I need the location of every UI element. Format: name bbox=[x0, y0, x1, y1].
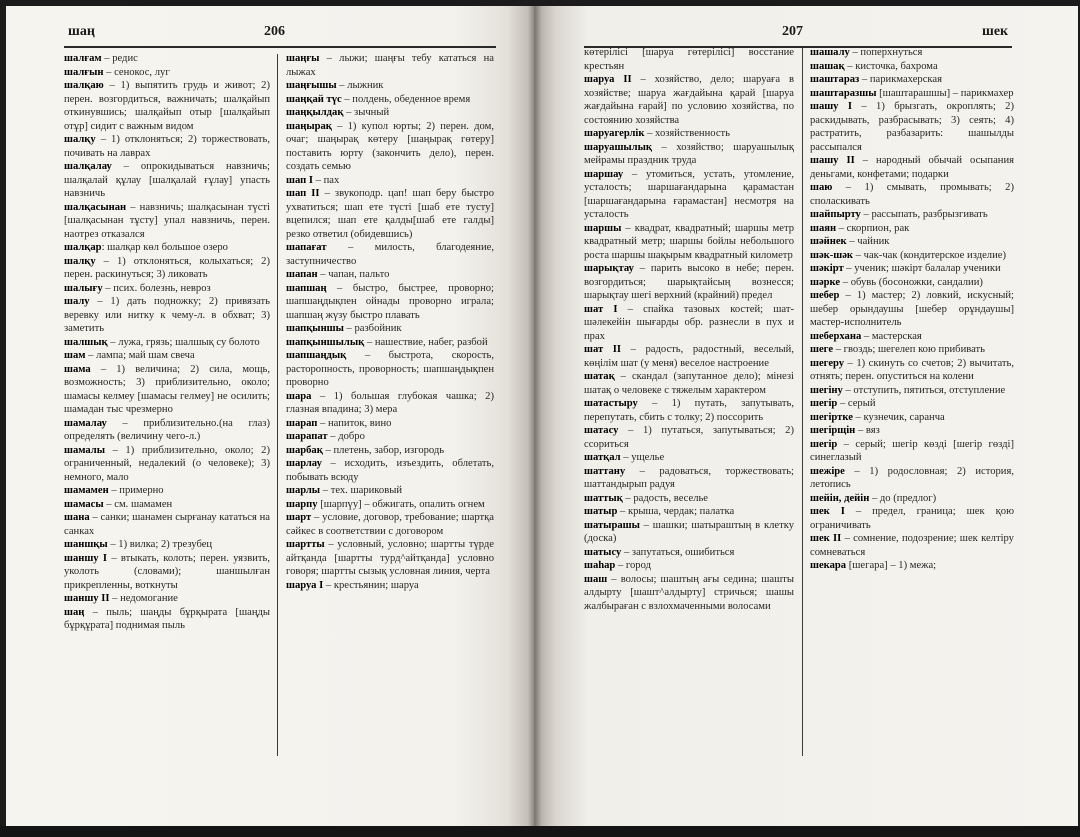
dictionary-entry bbox=[810, 87, 1014, 101]
left-page-number: 206 bbox=[264, 24, 285, 39]
entry-definition: – звукоподр. цап! шап беру быстро ухватиться; шап ете түсті [шаб ете тусту] вцепился; шап ете қалды[шаб ете галды] резко ответил (обидевшись) bbox=[286, 188, 494, 240]
entry-definition: – сомнение, подозрение; шек келтіру сомневаться bbox=[810, 533, 1014, 558]
entry-definition: – 1) брызгать, окроплять; 2) раскидывать, разбрасывать; 3) сеять; 4) растратить, разбазарить: шашылды рассыпался bbox=[810, 101, 1014, 153]
dictionary-entry bbox=[810, 289, 1014, 330]
entry-headword: шаңқылдақ bbox=[286, 107, 344, 118]
entry-definition: – недомогание bbox=[109, 593, 178, 604]
entry-definition: – 1) выпятить грудь и живот; 2) перен. возгордиться, важничать; шалқайып откинувшись; шалқайып отыр [шалқайып отұр] сидит с важным видом bbox=[64, 80, 270, 132]
entry-headword: шарықтау bbox=[584, 263, 634, 274]
entry-headword: шаңғышы bbox=[286, 80, 337, 91]
dictionary-entry bbox=[810, 438, 1014, 465]
entry-definition: – предел, граница; шек қою ограничивать bbox=[810, 506, 1014, 531]
dictionary-entry bbox=[810, 60, 1014, 74]
dictionary-entry bbox=[584, 573, 794, 614]
dictionary-entry bbox=[286, 93, 494, 107]
dictionary-entry bbox=[64, 336, 270, 350]
dictionary-entry bbox=[810, 343, 1014, 357]
entry-definition: – 1) дать подножку; 2) привязать веревку или нитку к чему-л. в обхват; 3) заметить bbox=[64, 296, 270, 334]
entry-headword: шеберхана bbox=[810, 330, 862, 342]
entry-headword: шаңырақ bbox=[286, 120, 332, 132]
entry-headword: шаршы bbox=[584, 222, 622, 234]
entry-headword: шатқал bbox=[584, 452, 621, 463]
entry-headword: шат I bbox=[584, 303, 618, 315]
entry-headword: шаншқы bbox=[64, 539, 108, 550]
dictionary-entry bbox=[810, 532, 1014, 559]
dictionary-entry bbox=[286, 106, 494, 120]
entry-headword: шатақ bbox=[584, 371, 615, 382]
entry-definition: – плетень, забор, изгородь bbox=[322, 444, 445, 456]
dictionary-entry bbox=[584, 370, 794, 397]
entry-definition: – спайка тазовых костей; шат-шәлекейін шығарды обр. разнесли в пух и прах bbox=[584, 303, 794, 342]
entry-headword: шарпу bbox=[286, 498, 318, 510]
entry-headword: шашу II bbox=[810, 155, 855, 166]
entry-headword: шаһар bbox=[584, 560, 616, 571]
entry-definition: [шаштарашшы] – парикмахер bbox=[876, 87, 1014, 99]
entry-definition: – отступить, пятиться, отступление bbox=[842, 384, 1006, 396]
entry-headword: шамамен bbox=[64, 485, 109, 496]
entry-headword: шалқу bbox=[64, 255, 96, 267]
entry-headword: шат II bbox=[584, 344, 622, 355]
left-running-head: шаң bbox=[68, 24, 95, 39]
entry-definition: – запутаться, ошибиться bbox=[621, 546, 735, 558]
entry-definition: – квадрат, квадратный; шаршы метр квадратный метр; шаршы бойлы небольшого роста шаршы шақырым квадратный километр bbox=[584, 222, 794, 261]
entry-definition: – лужа, грязь; шалшық су болото bbox=[107, 336, 260, 348]
book-spread bbox=[6, 6, 1078, 826]
entry-definition: – навзничь; шалқасынан түсті [шалқасынан тұсту] упал навзничь, перен. наотрез отказался bbox=[64, 201, 270, 240]
entry-headword: шайпырту bbox=[810, 209, 861, 220]
entry-headword: шегір bbox=[810, 438, 838, 450]
dictionary-entry bbox=[64, 606, 270, 633]
dictionary-entry bbox=[584, 303, 794, 344]
dictionary-entry bbox=[286, 457, 494, 484]
entry-definition: – 1) вилка; 2) трезубец bbox=[107, 539, 213, 550]
entry-headword: шейін, дейін bbox=[810, 492, 870, 504]
entry-definition: – исходить, изъездить, облетать, побывать всюду bbox=[286, 458, 494, 483]
dictionary-entry bbox=[584, 46, 794, 73]
entry-definition: – 1) приблизительно, около; 2) ограниченный, недалекий (о человеке); 3) немного, мало bbox=[64, 444, 270, 483]
left-header-rule bbox=[64, 46, 496, 48]
entry-definition: – разбойник bbox=[343, 323, 402, 334]
dictionary-entry bbox=[286, 417, 494, 431]
entry-headword: шана bbox=[64, 512, 90, 523]
dictionary-entry bbox=[64, 79, 270, 133]
dictionary-entry bbox=[810, 397, 1014, 411]
dictionary-entry bbox=[64, 201, 270, 242]
dictionary-entry bbox=[584, 343, 794, 370]
dictionary-entry bbox=[286, 241, 494, 268]
entry-definition: [шегара] – 1) межа; bbox=[846, 560, 937, 571]
entry-definition: – условие, договор, требование; шартқа сәйкес в соответствии с договором bbox=[286, 512, 494, 537]
entry-headword: шап II bbox=[286, 188, 320, 199]
entry-definition: – обувь (босоножки, сандалии) bbox=[840, 276, 983, 288]
dictionary-entry bbox=[810, 235, 1014, 249]
entry-definition: – примерно bbox=[108, 485, 164, 496]
entry-definition: – нашествие, набег, разбой bbox=[364, 336, 488, 348]
dictionary-entry bbox=[286, 322, 494, 336]
dictionary-entry bbox=[810, 100, 1014, 154]
entry-headword: шегірщін bbox=[810, 425, 856, 436]
entry-headword: шегіртке bbox=[810, 411, 853, 423]
dictionary-entry bbox=[810, 276, 1014, 290]
entry-headword: шарлы bbox=[286, 485, 321, 496]
entry-headword: шалқалау bbox=[64, 161, 112, 172]
dictionary-entry bbox=[584, 559, 794, 573]
dictionary-entry bbox=[810, 208, 1014, 222]
entry-headword: шама bbox=[64, 363, 91, 375]
dictionary-entry bbox=[286, 282, 494, 323]
dictionary-entry bbox=[584, 73, 794, 127]
entry-headword: шаншу I bbox=[64, 552, 108, 564]
entry-headword: шалқасынан bbox=[64, 201, 127, 213]
scan-bottom-edge bbox=[0, 826, 1080, 837]
dictionary-entry bbox=[584, 127, 794, 141]
right-column-divider bbox=[802, 48, 803, 756]
dictionary-entry bbox=[584, 262, 794, 303]
dictionary-entry bbox=[286, 390, 494, 417]
dictionary-entry bbox=[64, 133, 270, 160]
entry-headword: шегіну bbox=[810, 384, 843, 396]
dictionary-entry bbox=[584, 424, 794, 451]
dictionary-entry bbox=[64, 349, 270, 363]
dictionary-entry bbox=[584, 222, 794, 263]
dictionary-entry bbox=[286, 484, 494, 498]
dictionary-entry bbox=[584, 546, 794, 560]
entry-definition: – 1) скинуть со счетов; 2) вычитать, отнять; перен. опуститься на колени bbox=[810, 357, 1014, 382]
entry-definition: – радость, веселье bbox=[622, 492, 709, 504]
entry-headword: шаруагерлік bbox=[584, 128, 645, 139]
entry-definition: – псих. болезнь, невроз bbox=[102, 282, 211, 294]
dictionary-entry bbox=[810, 154, 1014, 181]
right-page-number: 207 bbox=[782, 24, 803, 39]
entry-headword: шаңғы bbox=[286, 53, 320, 64]
entry-definition: – сенокос, луг bbox=[103, 66, 170, 78]
dictionary-entry bbox=[64, 363, 270, 417]
entry-definition: – лампа; май шам свеча bbox=[85, 350, 195, 361]
entry-definition: – быстрота, скорость, расторопность, проворность; шапшаңдықпен проворно bbox=[286, 350, 494, 388]
dictionary-entry bbox=[810, 357, 1014, 384]
entry-headword: шәкірт bbox=[810, 263, 844, 274]
entry-definition: – ущелье bbox=[620, 452, 665, 463]
entry-definition: – хозяйственность bbox=[644, 128, 730, 139]
entry-headword: шегеру bbox=[810, 357, 845, 369]
entry-definition: – 1) путаться, запутываться; 2) ссориться bbox=[584, 425, 794, 450]
entry-definition: – редис bbox=[101, 53, 138, 64]
dictionary-entry bbox=[584, 465, 794, 492]
dictionary-entry bbox=[286, 511, 494, 538]
entry-definition: – 1) путать, запутывать, перепутать, сбить с толку; 2) поссорить bbox=[584, 398, 794, 423]
dictionary-entry bbox=[810, 262, 1014, 276]
dictionary-entry bbox=[64, 511, 270, 538]
entry-headword: шапан bbox=[286, 269, 318, 280]
entry-definition: – кузнечик, саранча bbox=[852, 411, 945, 423]
dictionary-entry bbox=[64, 160, 270, 201]
entry-headword: шаңқай түс bbox=[286, 93, 342, 105]
entry-headword: шатырашы bbox=[584, 519, 640, 531]
entry-definition: – ученик; шәкірт балалар ученики bbox=[843, 263, 1001, 274]
entry-definition: – опрокидываться навзничь; шалқалай құлау [шалқалай ғұлау] упасть навзничь bbox=[64, 161, 270, 199]
entry-headword: шара bbox=[286, 390, 312, 402]
dictionary-entry bbox=[286, 174, 494, 188]
dictionary-entry bbox=[810, 384, 1014, 398]
dictionary-entry bbox=[810, 465, 1014, 492]
entry-headword: шалшық bbox=[64, 336, 108, 348]
dictionary-entry bbox=[810, 46, 1014, 60]
entry-definition: – тех. шариковый bbox=[320, 485, 402, 496]
entry-headword: шалқар bbox=[64, 242, 102, 253]
entry-definition: – хозяйство, дело; шаруаға в хозяйстве; шаруа жағдайына қарай [шаруа жағдайына ғарай] по условию хозяйства, по состоянию хозяйства bbox=[584, 74, 794, 126]
entry-headword: шежіре bbox=[810, 465, 845, 477]
entry-headword: шаян bbox=[810, 222, 837, 234]
dictionary-entry bbox=[64, 552, 270, 593]
dictionary-entry bbox=[286, 430, 494, 444]
dictionary-entry bbox=[584, 492, 794, 506]
dictionary-entry bbox=[64, 444, 270, 485]
dictionary-entry bbox=[584, 451, 794, 465]
left-column-1 bbox=[64, 52, 270, 633]
dictionary-entry bbox=[810, 249, 1014, 263]
dictionary-entry bbox=[584, 505, 794, 519]
entry-definition: – пах bbox=[312, 174, 340, 186]
dictionary-entry bbox=[286, 349, 494, 390]
entry-definition: – см. шамамен bbox=[103, 498, 173, 510]
entry-headword: шарап bbox=[286, 417, 318, 429]
entry-definition: – 1) отклоняться; 2) торжествовать, почивать на лаврах bbox=[64, 134, 270, 159]
entry-definition: – чайник bbox=[846, 236, 890, 247]
dictionary-entry bbox=[286, 187, 494, 241]
dictionary-entry bbox=[810, 222, 1014, 236]
entry-headword: шарбақ bbox=[286, 444, 323, 456]
right-column-1 bbox=[584, 46, 794, 613]
left-column-2 bbox=[286, 52, 494, 592]
entry-definition: – быстро, быстрее, проворно; шапшаңдықпен ойнады проворно играла; шапшаң жүзу быстро плавать bbox=[286, 282, 494, 321]
entry-headword: шартты bbox=[286, 539, 325, 550]
entry-definition: – скандал (запутанное дело); мінезі шатақ о человеке с тяжелым характером bbox=[584, 371, 794, 396]
entry-headword: шаршау bbox=[584, 168, 624, 180]
dictionary-entry bbox=[810, 492, 1014, 506]
entry-headword: шамалы bbox=[64, 444, 105, 456]
entry-headword: шаш bbox=[584, 573, 608, 585]
entry-definition: – серый bbox=[837, 398, 876, 409]
entry-definition: – шашки; шатыраштың в клетку (доска) bbox=[584, 519, 794, 544]
entry-definition: – рассыпать, разбрызгивать bbox=[860, 209, 988, 220]
entry-headword: шаю bbox=[810, 182, 833, 193]
dictionary-entry bbox=[286, 79, 494, 93]
entry-headword: шатысу bbox=[584, 546, 622, 558]
dictionary-entry bbox=[286, 444, 494, 458]
entry-headword: шек I bbox=[810, 506, 845, 517]
entry-definition: – парить высоко в небе; перен. возгордиться; шарықтайсың вознесся; шарықтау шегі верхний (крайний) предел bbox=[584, 263, 794, 301]
left-page bbox=[6, 6, 534, 826]
dictionary-entry bbox=[64, 498, 270, 512]
dictionary-entry bbox=[64, 282, 270, 296]
entry-headword: шалқу bbox=[64, 134, 96, 145]
entry-definition: – город bbox=[615, 560, 651, 571]
entry-headword: шәрке bbox=[810, 276, 841, 288]
dictionary-entry bbox=[64, 592, 270, 606]
entry-headword: шегір bbox=[810, 398, 838, 409]
entry-definition: – чак-чак (кондитерское изделие) bbox=[853, 249, 1006, 261]
entry-headword: шаттық bbox=[584, 492, 623, 504]
entry-definition: – волосы; шаштың ағы седина; шашты алдырту [шашт^алдырту] стричься; шашы жалбыраған с взлохмаченными волосами bbox=[584, 573, 794, 612]
entry-headword: шап I bbox=[286, 174, 313, 186]
dictionary-entry bbox=[810, 330, 1014, 344]
dictionary-entry bbox=[64, 52, 270, 66]
dictionary-entry bbox=[64, 538, 270, 552]
entry-definition: – 1) мастер; 2) ловкий, искусный; шебер орындаушы [шебер орұндаушы] мастер-исполнитель bbox=[810, 290, 1014, 328]
entry-headword: шебер bbox=[810, 290, 840, 301]
entry-definition: – полдень, обеденное время bbox=[341, 93, 471, 105]
dictionary-entry bbox=[286, 498, 494, 512]
entry-headword: шәк-шәк bbox=[810, 249, 854, 261]
dictionary-entry bbox=[286, 52, 494, 79]
entry-definition: – зычный bbox=[343, 107, 390, 118]
entry-definition: – радоваться, торжествовать; шаттандырып радуя bbox=[584, 465, 794, 490]
entry-definition: – вяз bbox=[855, 425, 880, 436]
entry-headword: шамалау bbox=[64, 417, 107, 429]
right-page bbox=[534, 6, 1078, 826]
entry-headword: шаштараз bbox=[810, 74, 860, 85]
entry-definition: – парикмахерская bbox=[859, 74, 942, 85]
entry-definition: – поперхнуться bbox=[849, 47, 923, 58]
entry-headword: шатыр bbox=[584, 506, 618, 517]
dictionary-entry bbox=[584, 519, 794, 546]
entry-definition: – условный, условно; шартты түрде айтқанда [шартты турд^айтқанда] условно говоря; шартты сызық условная линия, черта bbox=[286, 539, 494, 577]
entry-definition: – до (предлог) bbox=[869, 492, 937, 504]
entry-headword: шам bbox=[64, 350, 86, 361]
dictionary-entry bbox=[810, 181, 1014, 208]
entry-headword: шаруа II bbox=[584, 74, 632, 85]
entry-headword: шапағат bbox=[286, 242, 327, 253]
right-running-head: шек bbox=[982, 24, 1009, 39]
entry-headword: шаштаразшы bbox=[810, 87, 877, 99]
entry-definition: – крыша, чердак; палатка bbox=[617, 506, 735, 517]
entry-definition: – добро bbox=[327, 431, 365, 442]
entry-headword: шалқаю bbox=[64, 80, 104, 91]
entry-headword: шарлау bbox=[286, 458, 322, 469]
entry-headword: шалығу bbox=[64, 282, 103, 294]
entry-definition: – кисточка, бахрома bbox=[844, 60, 938, 72]
dictionary-entry bbox=[584, 397, 794, 424]
entry-headword: шарт bbox=[286, 512, 312, 523]
entry-definition: – 1) отклоняться, колыхаться; 2) перен. раскинуться; 3) ликовать bbox=[64, 255, 270, 280]
entry-headword: шамасы bbox=[64, 498, 104, 510]
dictionary-entry bbox=[584, 168, 794, 222]
entry-headword: шек II bbox=[810, 533, 842, 544]
entry-definition: – напиток, вино bbox=[317, 417, 392, 429]
entry-definition: – втыкать, колоть; перен. уязвить, уколоть (словами); шаншылған прикрепленны, воткнуты bbox=[64, 552, 270, 591]
entry-headword: шалғын bbox=[64, 66, 104, 78]
entry-headword: шапшаңдық bbox=[286, 350, 347, 361]
entry-definition: – 1) большая глубокая чашка; 2) глазная впадина; 3) мера bbox=[286, 390, 494, 415]
entry-definition: – мастерская bbox=[861, 330, 922, 342]
dictionary-entry bbox=[810, 424, 1014, 438]
dictionary-entry bbox=[286, 579, 494, 593]
entry-headword: шатастыру bbox=[584, 398, 638, 409]
entry-definition: – чапан, пальто bbox=[317, 269, 390, 280]
entry-headword: шашалу bbox=[810, 47, 850, 58]
entry-definition: – 1) купол юрты; 2) перен. дом, очаг; шаңырақ көтеру [шаңырақ гөтеру] поставить юрту (закончить дело), перен. создать семью bbox=[286, 120, 494, 172]
entry-definition: – пыль; шаңды бұрқырата [шаңды бұрқұрата] поднимая пыль bbox=[64, 606, 270, 631]
entry-headword: шапшаң bbox=[286, 282, 327, 294]
entry-headword: шаруа I bbox=[286, 579, 324, 591]
dictionary-entry bbox=[286, 268, 494, 282]
entry-headword: шеге bbox=[810, 344, 834, 355]
dictionary-entry bbox=[810, 411, 1014, 425]
entry-definition: – лыжник bbox=[336, 80, 384, 91]
dictionary-entry bbox=[64, 255, 270, 282]
entry-headword: шаң bbox=[64, 606, 85, 618]
dictionary-entry bbox=[286, 538, 494, 579]
book-gutter-shadow bbox=[528, 6, 542, 826]
entry-definition: – крестьянин; шаруа bbox=[323, 579, 419, 591]
dictionary-entry bbox=[64, 66, 270, 80]
dictionary-entry bbox=[64, 417, 270, 444]
dictionary-entry bbox=[584, 141, 794, 168]
dictionary-entry bbox=[810, 73, 1014, 87]
dictionary-entry bbox=[64, 295, 270, 336]
entry-headword: шекара bbox=[810, 560, 847, 571]
entry-headword: шалғам bbox=[64, 53, 102, 64]
dictionary-entry bbox=[810, 559, 1014, 573]
entry-headword: шаншу II bbox=[64, 593, 110, 604]
entry-definition: – хозяйство; шаруашылық мейрамы праздник труда bbox=[584, 141, 794, 166]
entry-headword: шатасу bbox=[584, 425, 619, 436]
dictionary-entry bbox=[810, 505, 1014, 532]
dictionary-entry bbox=[64, 241, 270, 255]
entry-headword: шарапат bbox=[286, 431, 328, 442]
entry-definition: – приблизительно.(на глаз) определять (величину чего-л.) bbox=[64, 417, 270, 442]
entry-definition: – 1) величина; 2) сила, мощь, возможность; 3) приблизительно, около; шамасы келмеу [шамасы гелмеу] не осилить; шамадан тыс чрезмерно bbox=[64, 363, 270, 415]
entry-headword: шалу bbox=[64, 296, 90, 307]
dictionary-entry bbox=[286, 120, 494, 174]
dictionary-entry bbox=[286, 336, 494, 350]
entry-headword: шаттану bbox=[584, 465, 626, 477]
entry-definition: – санки; шанамен сырғанау кататься на санках bbox=[64, 512, 270, 537]
entry-headword: шәйнек bbox=[810, 236, 847, 247]
entry-definition: : шалқар көл большое озеро bbox=[101, 242, 228, 253]
entry-headword: шашу I bbox=[810, 101, 852, 112]
entry-definition: – радость, радостный, веселый, көңілім шат (у меня) веселое настроение bbox=[584, 344, 794, 369]
left-column-divider bbox=[277, 54, 278, 756]
entry-definition: – лыжи; шаңғы тебу кататься на лыжах bbox=[286, 53, 494, 78]
entry-headword: шашақ bbox=[810, 60, 845, 72]
entry-definition: – 1) смывать, промывать; 2) споласкивать bbox=[810, 182, 1014, 207]
entry-definition: – милость, благодеяние, заступничество bbox=[286, 242, 494, 267]
entry-headword: шаруашылық bbox=[584, 141, 652, 153]
entry-definition: көтерілісі [шаруа гөтерілісі] восстание крестьян bbox=[584, 47, 794, 72]
entry-definition: – серый; шегір көзді [шегір гөзді] синеглазый bbox=[810, 438, 1014, 463]
entry-definition: [шарпүу] – обжигать, опалить огнем bbox=[317, 498, 485, 510]
right-column-2 bbox=[810, 46, 1014, 573]
entry-headword: шапқыншы bbox=[286, 323, 344, 334]
entry-definition: – скорпион, рак bbox=[836, 222, 910, 234]
dictionary-entry bbox=[64, 484, 270, 498]
entry-headword: шапқыншылық bbox=[286, 336, 365, 348]
entry-definition: – утомиться, устать, утомление, усталость; шаршағандарына қарамастан [шаршағандарына ғарамастан] несмотря на усталость bbox=[584, 168, 794, 220]
entry-definition: – народный обычай осыпания деньгами, конфетами; подарки bbox=[810, 155, 1014, 180]
entry-definition: – 1) родословная; 2) история, летопись bbox=[810, 465, 1014, 490]
entry-definition: – гвоздь; шегелеп кою прибивать bbox=[833, 344, 985, 355]
